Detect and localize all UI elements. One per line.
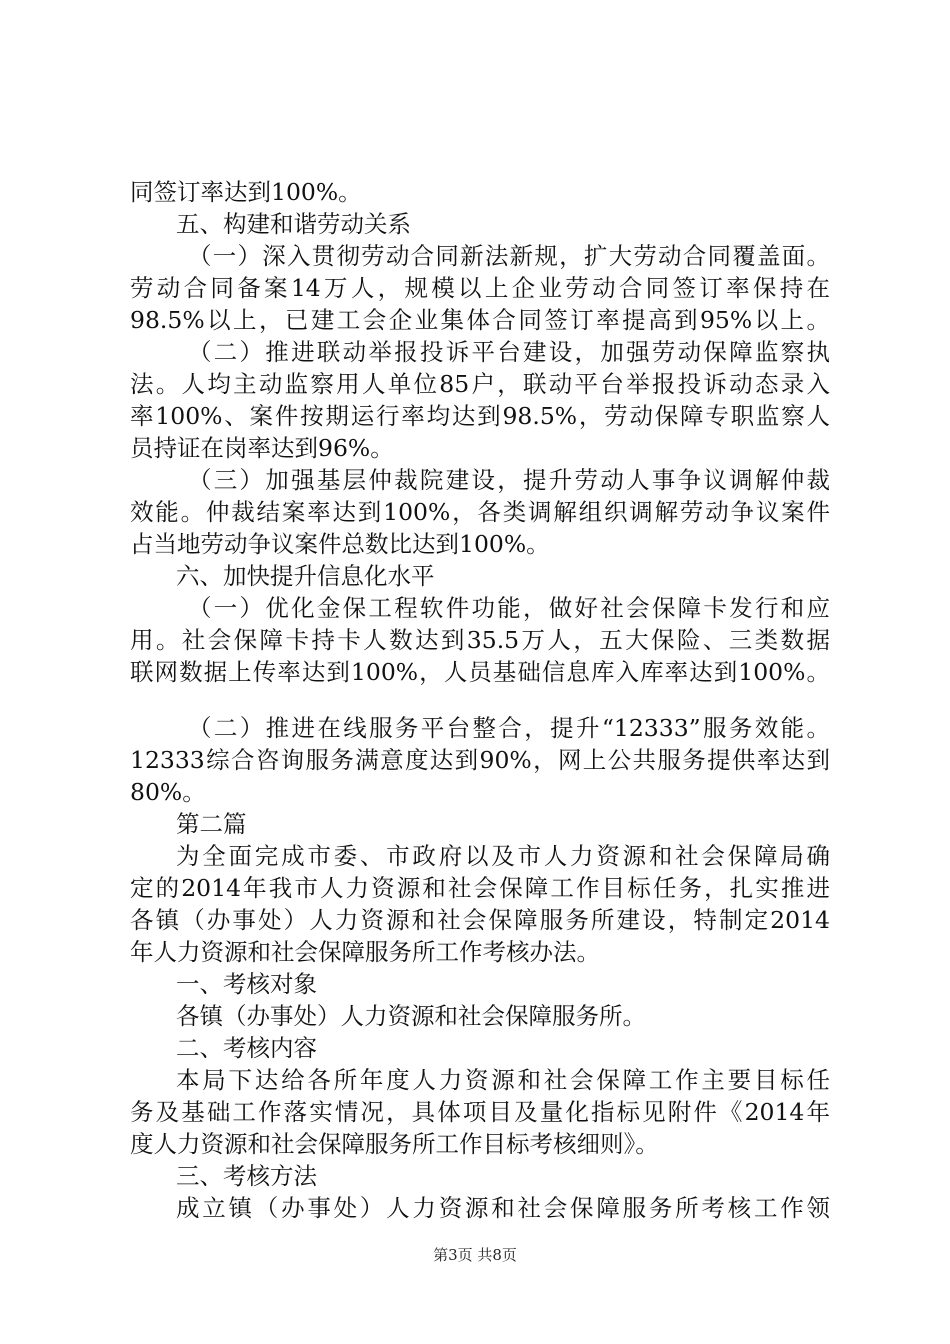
body-line: 务及基础工作落实情况，具体项目及量化指标见附件《2014年 <box>130 1098 830 1126</box>
body-line: （一）优化金保工程软件功能，做好社会保障卡发行和应 <box>188 594 830 622</box>
body-line: （二）推进在线服务平台整合，提升“12333”服务效能。 <box>188 714 830 742</box>
section-heading: 三、考核方法 <box>176 1162 317 1190</box>
body-line: 各镇（办事处）人力资源和社会保障服务所。 <box>176 1002 646 1030</box>
body-line: （二）推进联动举报投诉平台建设，加强劳动保障监察执 <box>188 338 830 366</box>
body-line: 12333综合咨询服务满意度达到90%，网上公共服务提供率达到 <box>130 746 830 774</box>
body-line: 98.5%以上，已建工会企业集体合同签订率提高到95%以上。 <box>130 306 830 334</box>
body-line: （三）加强基层仲裁院建设，提升劳动人事争议调解仲裁 <box>188 466 830 494</box>
body-line: 为全面完成市委、市政府以及市人力资源和社会保障局确 <box>176 842 830 870</box>
body-line: 本局下达给各所年度人力资源和社会保障工作主要目标任 <box>176 1066 830 1094</box>
body-line: 各镇（办事处）人力资源和社会保障服务所建设，特制定2014 <box>130 906 830 934</box>
body-line: 效能。仲裁结案率达到100%，各类调解组织调解劳动争议案件 <box>130 498 830 526</box>
section-heading: 二、考核内容 <box>176 1034 317 1062</box>
body-line: 成立镇（办事处）人力资源和社会保障服务所考核工作领 <box>176 1194 830 1222</box>
section-heading: 一、考核对象 <box>176 970 317 998</box>
page-number-footer: 第3页 共8页 <box>433 1246 517 1264</box>
body-line: 用。社会保障卡持卡人数达到35.5万人，五大保险、三类数据 <box>130 626 830 654</box>
body-line: 法。人均主动监察用人单位85户，联动平台举报投诉动态录入 <box>130 370 830 398</box>
body-line: 度人力资源和社会保障服务所工作目标考核细则》。 <box>130 1130 659 1158</box>
section-heading: 五、构建和谐劳动关系 <box>176 210 411 238</box>
body-line: 同签订率达到100%。 <box>130 178 362 206</box>
body-line: （一）深入贯彻劳动合同新法新规，扩大劳动合同覆盖面。 <box>188 242 830 270</box>
body-line: 占当地劳动争议案件总数比达到100%。 <box>130 530 550 558</box>
body-line: 员持证在岗率达到96%。 <box>130 434 394 462</box>
body-line: 率100%、案件按期运行率均达到98.5%，劳动保障专职监察人 <box>130 402 830 430</box>
body-line: 80%。 <box>130 778 206 806</box>
body-line: 联网数据上传率达到100%，人员基础信息库入库率达到100%。 <box>130 658 830 686</box>
body-line: 年人力资源和社会保障服务所工作考核办法。 <box>130 938 600 966</box>
section-heading: 六、加快提升信息化水平 <box>176 562 435 590</box>
body-line: 劳动合同备案14万人，规模以上企业劳动合同签订率保持在 <box>130 274 830 302</box>
body-line: 定的2014年我市人力资源和社会保障工作目标任务，扎实推进 <box>130 874 830 902</box>
section-heading: 第二篇 <box>176 810 247 838</box>
